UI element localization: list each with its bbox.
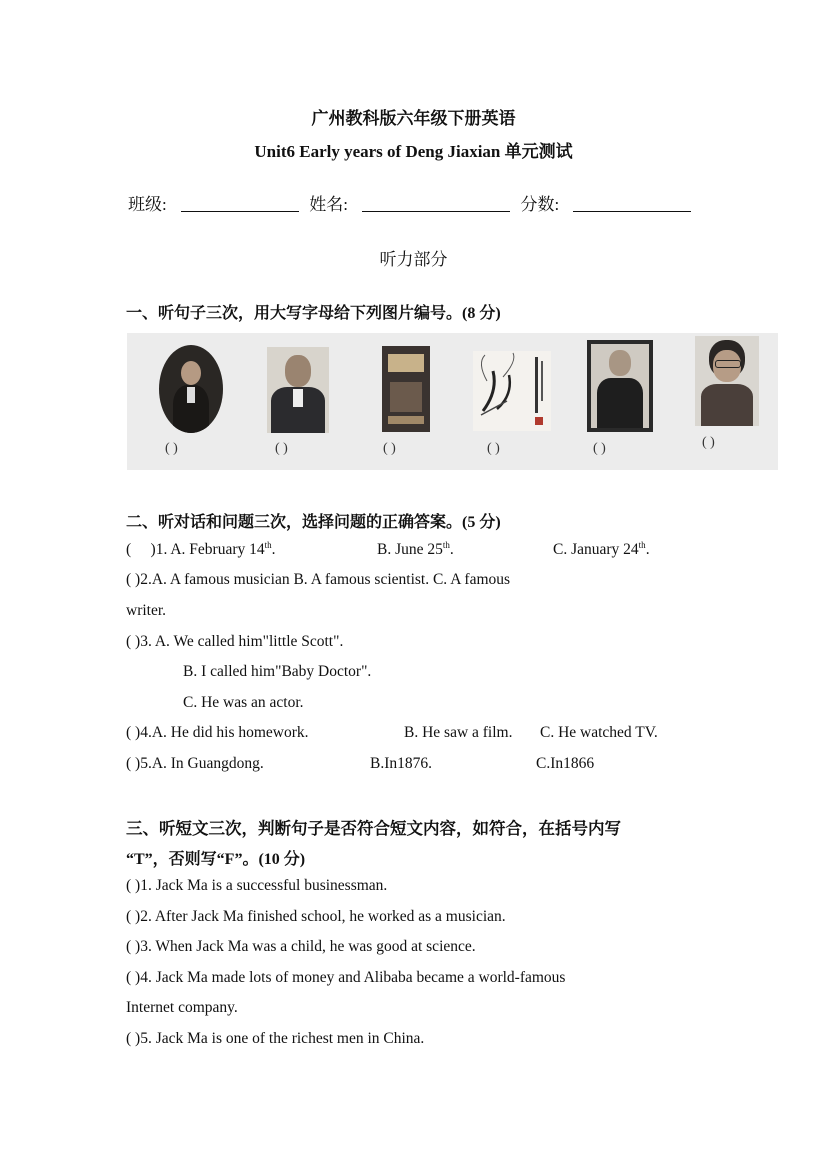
listening-part-title: 听力部分 xyxy=(379,250,448,269)
statement-3-1: ( )1. Jack Ma is a successful businessman. xyxy=(126,877,388,894)
question-2-1-option-b: B. June 25th. xyxy=(377,540,454,559)
question-2-5-option-c: C.In1866 xyxy=(536,755,595,772)
statement-3-5: ( )5. Jack Ma is one of the richest men in China. xyxy=(126,1030,425,1047)
question-2-2-line1: ( )2.A. A famous musician B. A famous scientist. C. A famous xyxy=(126,571,511,588)
score-blank[interactable] xyxy=(573,195,691,212)
class-blank[interactable] xyxy=(181,195,299,212)
picture3-answer-paren[interactable]: ( ) xyxy=(383,441,396,456)
ink-painting-picture xyxy=(473,351,551,431)
section2-heading: 二、听对话和问题三次，选择问题的正确答案。(5 分) xyxy=(126,514,501,531)
picture4-answer-paren[interactable]: ( ) xyxy=(487,441,500,456)
question-2-1 xyxy=(126,540,276,559)
question-2-4-option-b: B. He saw a film. xyxy=(404,724,513,741)
statement-3-4: ( )4. Jack Ma made lots of money and Alibaba became a world-famous xyxy=(126,969,566,986)
option-a: A. February 14th. xyxy=(170,540,276,559)
portrait-oval-picture xyxy=(159,345,223,433)
question-number: 1. xyxy=(155,541,168,559)
statement-3-4-continued: Internet company. xyxy=(126,999,238,1016)
picture5-answer-paren[interactable]: ( ) xyxy=(593,441,606,456)
question-2-3-line1: ( )3. A. We called him"little Scott". xyxy=(126,633,344,650)
score-label: 分数: xyxy=(520,195,560,214)
question-2-3-option-b: B. I called him"Baby Doctor". xyxy=(183,663,372,680)
question-2-5-option-a: ( )5.A. In Guangdong. xyxy=(126,755,264,772)
question-2-3-option-c: C. He was an actor. xyxy=(183,694,304,711)
pictures-strip xyxy=(127,333,778,470)
question-2-4-option-c: C. He watched TV. xyxy=(540,724,658,741)
name-label: 姓名: xyxy=(309,195,348,214)
class-label: 班级: xyxy=(128,195,167,214)
document-title: 广州教科版六年级下册英语 xyxy=(311,109,516,128)
picture2-answer-paren[interactable]: ( ) xyxy=(275,441,288,456)
picture1-answer-paren[interactable]: ( ) xyxy=(165,441,178,456)
question-2-5-option-b: B.In1876. xyxy=(370,755,432,772)
portrait-woman-picture xyxy=(695,336,759,426)
book-cover-picture xyxy=(382,346,430,432)
question-2-1-option-c: C. January 24th. xyxy=(553,540,650,559)
section1-heading: 一、听句子三次，用大写字母给下列图片编号。(8 分) xyxy=(126,305,501,322)
section3-heading-line1: 三、听短文三次，判断句子是否符合短文内容，如符合，在括号内写 xyxy=(126,819,621,838)
document-subtitle: Unit6 Early years of Deng Jiaxian 单元测试 xyxy=(254,142,573,161)
statement-3-3: ( )3. When Jack Ma was a child, he was good at science. xyxy=(126,938,476,955)
student-info-row xyxy=(128,190,691,215)
portrait-elderly-man-picture xyxy=(267,347,329,433)
answer-paren[interactable]: ( ) xyxy=(126,541,156,559)
question-2-4-option-a: ( )4.A. He did his homework. xyxy=(126,724,309,741)
question-2-2-line2: writer. xyxy=(126,602,167,619)
section3-heading-line2: “T”，否则写“F”。(10 分) xyxy=(126,851,306,868)
statement-3-2: ( )2. After Jack Ma finished school, he worked as a musician. xyxy=(126,908,506,925)
name-blank[interactable] xyxy=(362,195,510,212)
picture6-answer-paren[interactable]: ( ) xyxy=(702,435,715,450)
portrait-man-in-suit-picture xyxy=(587,340,653,432)
